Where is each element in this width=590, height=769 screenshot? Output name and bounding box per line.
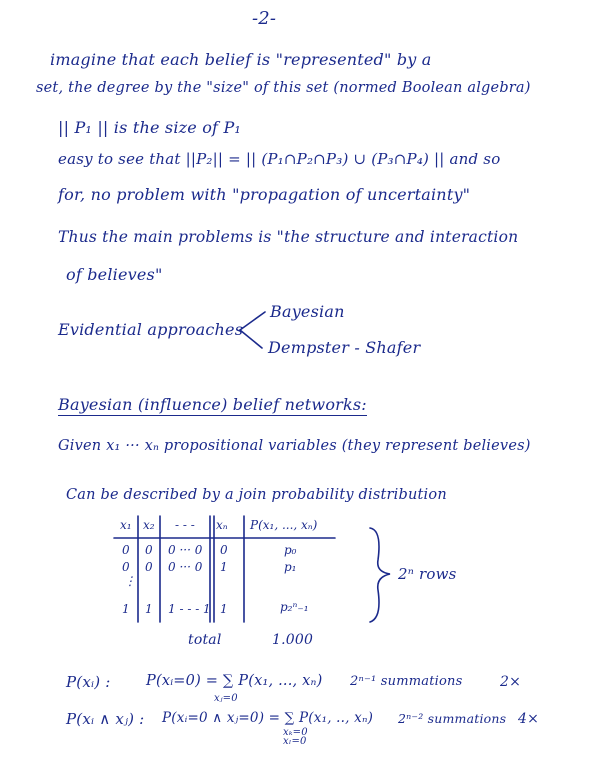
table-header-dots: - - - (175, 518, 195, 532)
formula-1-rhs: P(xᵢ=0) = ∑ P(x₁, ..., xₙ) (146, 673, 323, 689)
table-cell: 1 (145, 602, 153, 616)
given-line: Given x₁ ··· xₙ propositional variables (they represent believes) (58, 438, 531, 454)
table-cell: p₀ (284, 543, 297, 557)
table-header-xn: xₙ (216, 518, 228, 532)
table-cell: 0 (220, 543, 228, 557)
evidential-option-bayesian: Bayesian (270, 302, 345, 321)
formula-1-summation-count: 2ⁿ⁻¹ summations (350, 674, 463, 689)
table-cell: 0 (122, 560, 130, 574)
table-cell: 1 (122, 602, 130, 616)
rows-count-note: 2ⁿ rows (398, 565, 457, 583)
table-header-x2: x₂ (143, 518, 155, 532)
table-cell: p₂ⁿ₋₁ (280, 600, 309, 614)
table-cell: 0 (145, 560, 153, 574)
table-vertical-dots: ⋮ (124, 574, 136, 588)
formula-2-sub-2: xₗ=0 (283, 736, 307, 747)
table-total-value: 1.000 (272, 632, 314, 648)
join-distribution-line: Can be described by a join probability distribution (66, 487, 447, 503)
text-line-1: imagine that each belief is "represented" by a (50, 50, 432, 69)
table-cell: 1 (220, 560, 228, 574)
section-heading: Bayesian (influence) belief networks: (58, 395, 367, 414)
text-line-4: easy to see that ||P₂|| = || (P₁∩P₂∩P₃) ∪ (P₃∩P₄) || and so (58, 150, 501, 168)
formula-2-lhs: P(xᵢ ∧ xⱼ) : (66, 710, 145, 728)
table-cell: p₁ (284, 560, 297, 574)
text-line-3: || P₁ || is the size of P₁ (58, 118, 242, 137)
page-number: -2- (252, 8, 277, 29)
text-line-6: Thus the main problems is "the structure and interaction (58, 228, 519, 246)
evidential-option-dempster-shafer: Dempster - Shafer (268, 338, 421, 357)
evidential-label: Evidential approaches (58, 320, 244, 339)
formula-2-multiplier: 4× (518, 711, 540, 727)
table-cell: 0 (122, 543, 130, 557)
table-header-p: P(x₁, ..., xₙ) (250, 518, 318, 532)
table-cell: 0 ··· 0 (168, 543, 203, 557)
table-cell: 0 (145, 543, 153, 557)
table-cell: 1 - - - 1 (168, 602, 211, 616)
table-cell: 0 ··· 0 (168, 560, 203, 574)
formula-2-sum-subscript (283, 728, 308, 746)
formula-1-multiplier: 2× (500, 674, 522, 690)
formula-1-sum-subscript: xⱼ=0 (214, 693, 238, 704)
formula-2-rhs: P(xᵢ=0 ∧ xⱼ=0) = ∑ P(x₁, .., xₙ) (162, 710, 374, 726)
formula-1-lhs: P(xᵢ) : (66, 673, 111, 691)
table-total-label: total (188, 632, 222, 648)
formula-2-sub-1: xₖ=0 (283, 727, 308, 738)
formula-2-summation-count: 2ⁿ⁻² summations (398, 711, 507, 726)
text-line-7: of believes" (66, 265, 163, 284)
table-cell: 1 (220, 602, 228, 616)
table-header-x1: x₁ (120, 518, 132, 532)
text-line-2: set, the degree by the "size" of this set (normed Boolean algebra) (36, 80, 531, 96)
text-line-5: for, no problem with "propagation of uncertainty" (58, 185, 471, 204)
